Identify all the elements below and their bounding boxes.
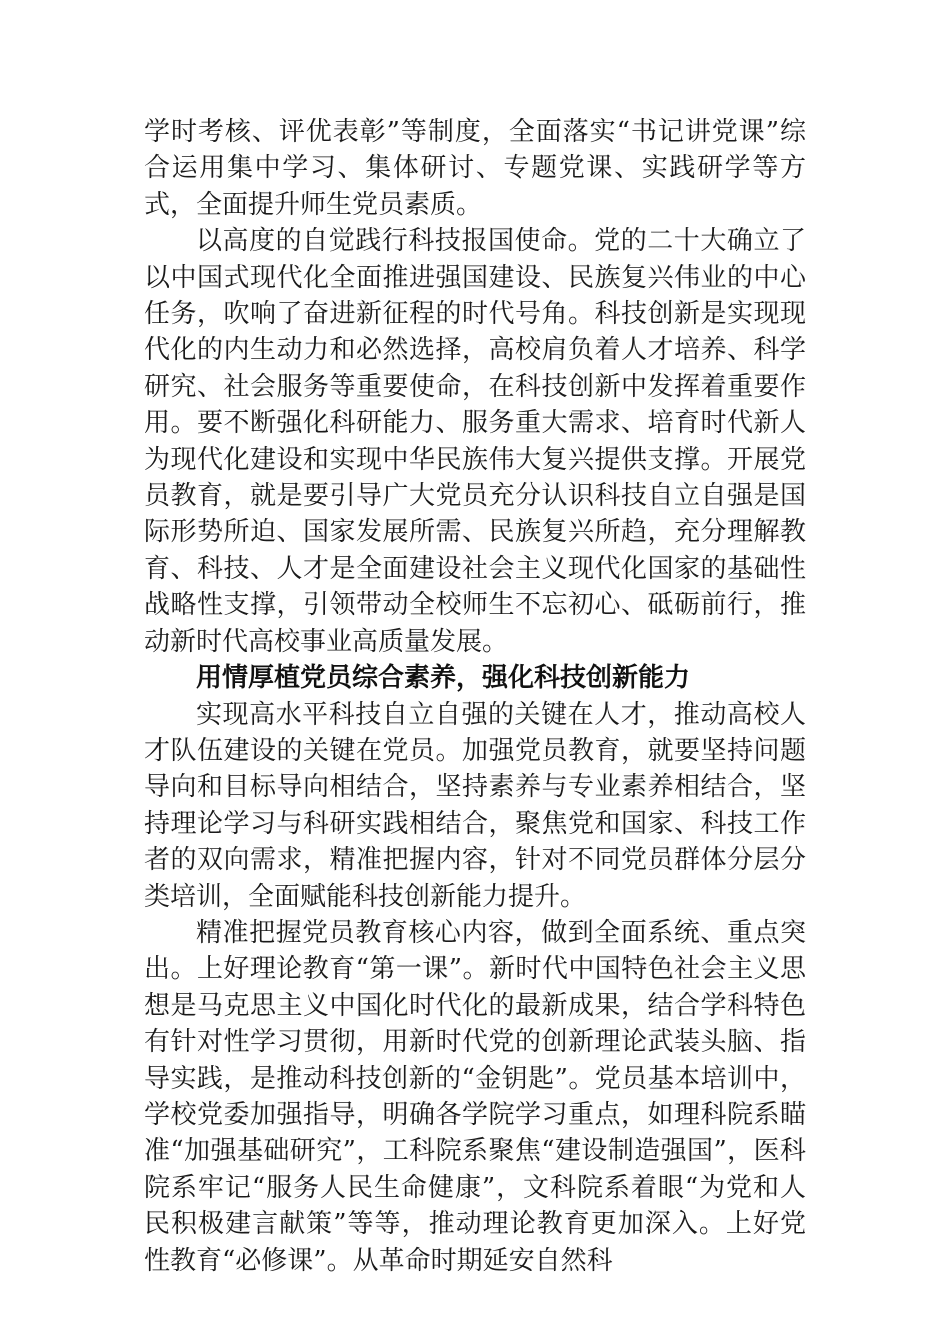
paragraph-talent: 实现高水平科技自立自强的关键在人才，推动高校人才队伍建设的关键在党员。加强党员教育，就要坚持问题导向和目标导向相结合，坚持素养与专业素养相结合，坚持理论学习与科研实践相结合，聚焦党和国家、科技工作者的双向需求，精准把握内容，针对不同党员群体分层分类培训，全面赋能科技创新能力提升。 [144, 699, 806, 912]
paragraph-mission: 以高度的自觉践行科技报国使命。党的二十大确立了以中国式现代化全面推进强国建设、民族复兴伟业的中心任务，吹响了奋进新征程的时代号角。科技创新是实现现代化的内生动力和必然选择，高校肩负着人才培养、科学研究、社会服务等重要使命，在科技创新中发挥着重要作用。要不断强化科研能力、服务重大需求、培育时代新人为现代化建设和实现中华民族伟大复兴提供支撑。开展党员教育，就是要引导广大党员充分认识科技自立自强是国际形势所迫、国家发展所需、民族复兴所趋，充分理解教育、科技、人才是全面建设社会主义现代化国家的基础性战略性支撑，引领带动全校师生不忘初心、砥砺前行，推动新时代高校事业高质量发展。 [144, 226, 806, 657]
section-heading: 用情厚植党员综合素养，强化科技创新能力 [196, 663, 691, 694]
document-page [144, 114, 806, 1279]
paragraph-continuation: 学时考核、评优表彰”等制度，全面落实“书记讲党课”综合运用集中学习、集体研讨、专题党课、实践研学等方式，全面提升师生党员素质。 [144, 117, 806, 220]
paragraph-core-content: 精准把握党员教育核心内容，做到全面系统、重点突出。上好理论教育“第一课”。新时代中国特色社会主义思想是马克思主义中国化时代化的最新成果，结合学科特色有针对性学习贯彻，用新时代党的创新理论武装头脑、指导实践，是推动科技创新的“金钥匙”。党员基本培训中，学校党委加强指导，明确各学院学习重点，如理科院系瞄准“加强基础研究”，工科院系聚焦“建设制造强国”，医科院系牢记“服务人民生命健康”，文科院系着眼“为党和人民积极建言献策”等等，推动理论教育更加深入。上好党性教育“必修课”。从革命时期延安自然科 [144, 917, 806, 1276]
